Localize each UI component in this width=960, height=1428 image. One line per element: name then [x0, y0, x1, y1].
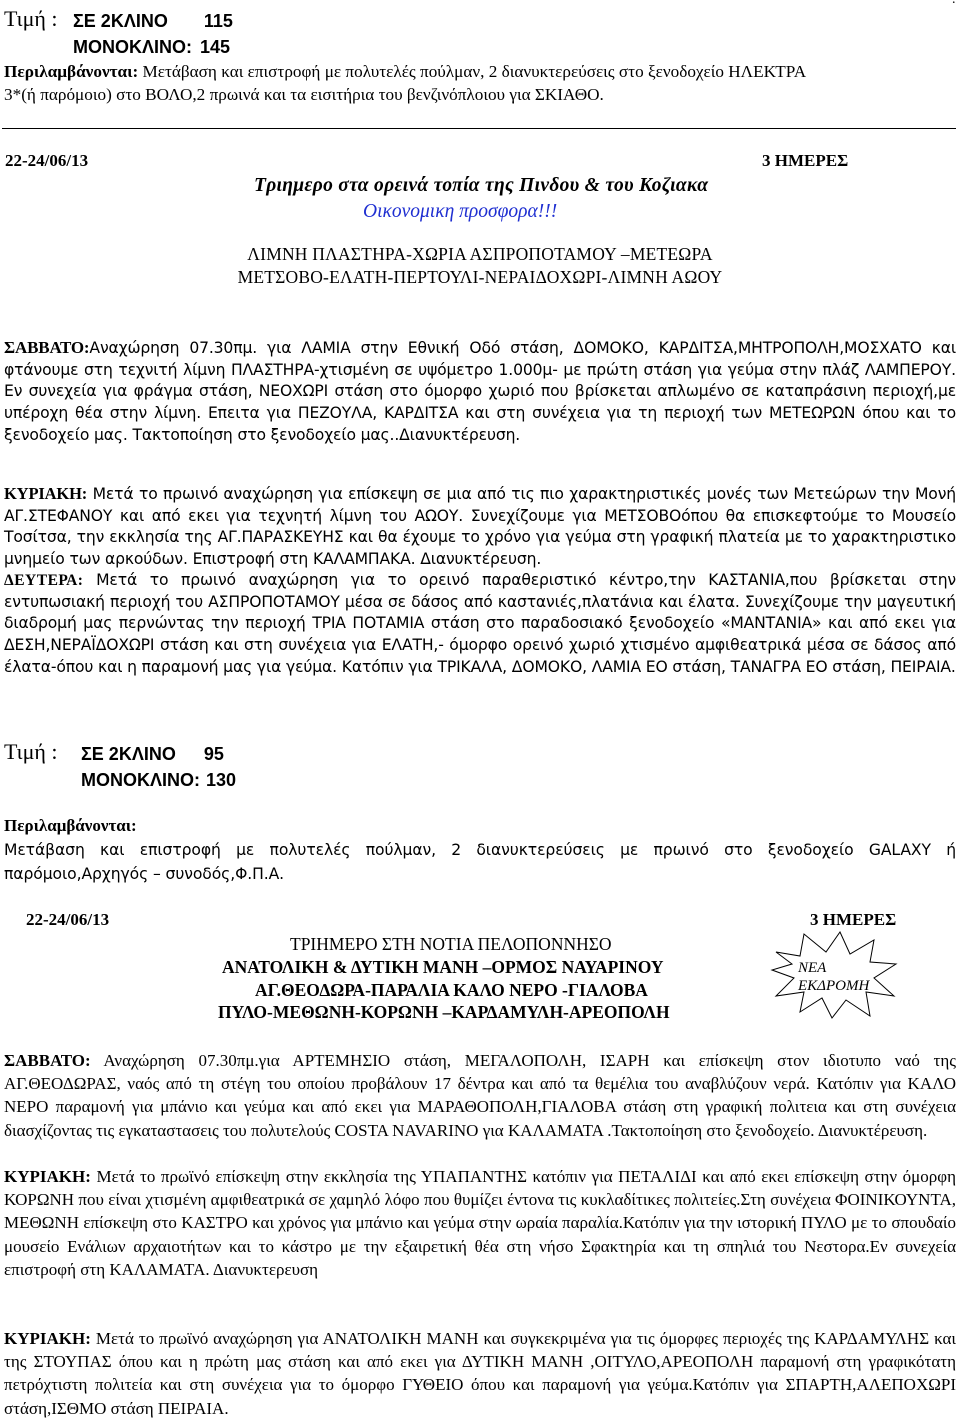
trip2-title-1: ΤΡΙΗΜΕΡΟ ΣΤΗ ΝΟΤΙΑ ΠΕΛΟΠΟΝΝΗΣΟ — [290, 934, 612, 954]
day-label-saturday: ΣΑΒΒΑΤΟ: — [4, 338, 90, 357]
sunday-text: Μετά το πρωϊνό επίσκεψη στην εκκλησία της ΥΠΑΠΑΝΤΗΣ κατόπιν για ΠΕΤΑΛΙΔΙ και από εκει επίσκεψη στην όμορφη ΚΟΡΩΝΗ που είναι χτισμένη αμφιθεατρικά σε χαμηλό λόφο που θυμίζει έντονα τις κυκλαδίτικες πολιτείες.Στη συνέχεια ΦΟΙΝΙΚΟΥΝΤΑ, ΜΕΘΩΝΗ επίσκεψη στο ΚΑΣΤΡΟ και χρόνος για μπάνιο και γεύμα στην ωραία παραλία.Κατόπιν για την ιστορική ΠΥΛΟ με το σπουδαίο μουσείο Ενάλιων αρχαιοτήτων και το κάστρο με την εξαιρετική θέα στη νήσο Σφακτηρία και τη σπηλιά του Νεστορα.Εν συνεχεία επιστροφή στη ΚΑΛΑΜΑΤΑ. Διανυκτερευση — [4, 1167, 956, 1279]
section-divider — [2, 128, 956, 129]
day-label-sunday: ΚΥΡΙΑΚΗ: — [4, 484, 88, 503]
trip2-monday — [4, 1327, 956, 1420]
burst-text-2: ΕΚΔΡΟΜΗ — [798, 978, 870, 994]
double-room-label: ΣΕ 2ΚΛΙΝΟ — [81, 744, 176, 764]
includes-line-2: 3*(ή παρόμοιο) στο ΒΟΛΟ,2 πρωινά και τα εισιτήρια του βενζινόπλοιου για ΣΚΙΑΘΟ. — [4, 85, 604, 104]
saturday-text: Αναχώρηση 07.30πμ.για ΑΡΤΕΜΗΣΙΟ στάση, ΜΕΓΑΛΟΠΟΛΗ, ΙΣΑΡΗ και επίσκεψη στον ιδιοτυπο ναό της ΑΓ.ΘΕΟΔΩΡΑΣ, ναός από τη στέγη του οποίου προβάλουν 17 δέντρα και από τα θεμέλια του αναβλύζουν νερά. Κατόπιν για ΚΑΛΟ ΝΕΡΟ παραμονή για μπάνιο και γεύμα και από εκει για ΜΑΡΑΘΟΠΟΛΗ,ΓΙΑΛΟΒΑ στάση στη γραφική πολιτεια και στη συνέχεια διασχίζοντας τις εγκαταστασεις του πολυτελούς COSTA NAVARINO για ΚΑΛΑΜΑΤΑ .Τακτοποίηση στο ξενοδοχείο. Διανυκτέρευση. — [4, 1051, 956, 1140]
trip2-title-2: ΑΝΑΤΟΛΙΚΗ & ΔΥΤΙΚΗ ΜΑΝΗ –ΟΡΜΟΣ ΝΑΥΑΡΙΝΟΥ — [222, 957, 664, 977]
monday-text: Μετά το πρωινό αναχώρηση για το ορεινό παραθεριστικό κέντρο,την ΚΑΣΤΑΝΙΑ,που βρίσκεται στην εντυπωσιακή περιοχή του ΑΣΠΡΟΠΟΤΑΜΟΥ μέσα σε δάσος από καστανιές,πλατάνια και έλατα. Συνεχίζουμε την μαγευτική διαδρομή μας περνώντας την περιοχή ΤΡΙΑ ΠΟΤΑΜΙΑ στάση στο παραδοσιακό ξενοδοχείο «ΜΑΝΤΑΝΙΑ» και από εκει για ΔΕΣΗ,ΝΕΡΑΪΔΟΧΩΡΙ στάση και στη συνέχεια για ΕΛΑΤΗ,- όμορφο ορεινό χωριό χτισμένο αμφιθεατρικά μέσα σε δάσος από έλατα-όπου και η παραμονή μας για γεύμα. Κατόπιν για ΤΡΙΚΑΛΑ, ΔΟΜΟΚΟ, ΛΑΜΙΑ ΕΟ στάση, ΤΑΝΑΓΡΑ ΕΟ στάση, ΠΕΙΡΑΙΑ. — [4, 571, 956, 676]
single-room-price: 145 — [200, 37, 231, 57]
saturday-text: Αναχώρηση 07.30πμ. για ΛΑΜΙΑ στην Εθνική Οδό στάση, ΔΟΜΟΚΟ, ΚΑΡΔΙΤΣΑ,ΜΗΤΡΟΠΟΛΗ,ΜΟΣΧΑΤΟ και φτάνουμε στη τεχνιτή λίμνη ΠΛΑΣΤΗΡΑ-χτισμένη σε υψόμετρο 1.000μ- με πρώτη στάση για γεύμα στην πλάζ ΛΑΜΠΕΡΟΥ. Εν συνεχεία για φράγμα στάση, ΝΕΟΧΩΡΙ στάση στο όμορφο χωριό που βρίσκεται απλωμένο σε καταπράσινη περιοχή,με υπέροχη θέα στην λίμνη. Επειτα για ΠΕΖΟΥΛΑ, ΚΑΡΔΙΤΣΑ και στη συνέχεια για τη περιοχή των ΜΕΤΕΩΡΩΝ όπου και το ξενοδοχείο μας. Τακτοποίηση στο ξενοδοχείο μας..Διανυκτέρευση. — [4, 339, 956, 444]
double-room-price: 95 — [203, 744, 224, 764]
trip2-dates: 22-24/06/13 — [26, 910, 110, 929]
sunday-text: Μετά το πρωινό αναχώρηση για επίσκεψη σε μια από τις πιο χαρακτηριστικές μονές των Μετεώρων την Μονή ΑΓ.ΣΤΕΦΑΝΟΥ και από εκει για τεχνητή λίμνη του ΑΩΟΥ. Συνεχίζουμε για ΜΕΤΣΟΒΟόπου θα επισκεφτούμε το Μουσείο Τοσίτσα, την εκκλησία της ΑΓ.ΠΑΡΑΣΚΕΥΗΣ και θα έχουμε το χρόνο για γεύμα στη γραφική πλατεία με το χαρακτηριστικο μνημείο των αρκούδων. Επιστροφή στη ΚΑΛΑΜΠΑΚΑ. Διανυκτέρευση. — [4, 485, 956, 569]
trip1-saturday — [4, 337, 956, 447]
corner-mark — [952, 0, 956, 8]
day-label-monday: ΚΥΡΙΑΚΗ: — [4, 1329, 91, 1348]
trip2-duration: 3 ΗΜΕΡΕΣ — [810, 910, 897, 929]
trip1-monday — [4, 570, 956, 679]
burst-shape — [772, 932, 896, 1018]
trip2-title-4: ΠΥΛΟ-ΜΕΘΩΝΗ-ΚΟΡΩΝΗ –ΚΑΡΔΑΜΥΛΗ-ΑΡΕΟΠΟΛΗ — [218, 1002, 670, 1022]
double-room-line — [73, 11, 233, 32]
trip1-sunday — [4, 483, 956, 571]
monday-text: Μετά το πρωϊνό αναχώρηση για ΑΝΑΤΟΛΙΚΗ ΜΑΝΗ και συγκεκριμένα για τις όμορφες περιοχές της ΚΑΡΔΑΜΥΛΗΣ και της ΣΤΟΥΠΑΣ όπου και η πρώτη μας στάση και από εκει για ΔΥΤΙΚΗ ΜΑΝΗ ,ΟΙΤΥΛΟ,ΑΡΕΟΠΟΛΗ παραμονή στη γραφικότατη πετρόχτιστη πολιτεία και στη συνέχεια για το όμορφο ΓΥΘΕΙΟ όπου και παραμονή για γεύμα.Κατόπιν για ΣΠΑΡΤΗ,ΑΛΕΠΟΧΩΡΙ στάση,ΙΣΘΜΟ στάση ΠΕΙΡΑΙΑ. — [4, 1329, 956, 1418]
trip1-double-room-line — [81, 744, 224, 765]
double-room-price: 115 — [203, 11, 233, 31]
trip1-route-1: ΛΙΜΝΗ ΠΛΑΣΤΗΡΑ-ΧΩΡΙΑ ΑΣΠΡΟΠΟΤΑΜΟΥ –ΜΕΤΕΩΡΑ — [247, 244, 713, 264]
trip1-title: Τριημερο στα ορεινά τοπία της Πινδου & του Κοζιακα — [254, 175, 709, 196]
trip2-saturday — [4, 1049, 956, 1142]
day-label-saturday: ΣΑΒΒΑΤΟ: — [4, 1051, 91, 1070]
single-room-line — [73, 37, 230, 58]
trip1-dates: 22-24/06/13 — [5, 151, 89, 170]
trip1-duration: 3 ΗΜΕΡΕΣ — [762, 151, 849, 170]
includes-text: Μετάβαση και επιστροφή με πολυτελές πούλμαν, 2 διανυκτερεύσεις στο ξενοδοχείο ΗΛΕΚΤΡΑ — [138, 62, 807, 81]
trip1-offer: Οικονομικη προσφορα!!! — [363, 201, 558, 222]
trip1-single-room-line — [81, 770, 236, 791]
trip2-sunday — [4, 1165, 956, 1281]
trip2-title-3: ΑΓ.ΘΕΟΔΩΡΑ-ΠΑΡΑΛΙΑ ΚΑΛΟ ΝΕΡΟ -ΓΙΑΛΟΒΑ — [255, 980, 648, 1000]
includes-label: Περιλαμβάνονται: — [4, 62, 139, 81]
day-label-sunday: ΚΥΡΙΑΚΗ: — [4, 1167, 91, 1186]
day-label-monday: ΔΕΥΤΕΡΑ: — [4, 572, 84, 589]
burst-text-1: ΝΕΑ — [798, 960, 827, 976]
price-label: Τιμή : — [4, 6, 58, 31]
price-label: Τιμή : — [4, 739, 58, 764]
single-room-price: 130 — [206, 770, 237, 790]
double-room-label: ΣΕ 2ΚΛΙΝΟ — [73, 11, 168, 31]
single-room-label: ΜΟΝΟΚΛΙΝΟ: — [81, 770, 200, 790]
new-tour-burst — [770, 930, 900, 1020]
trip1-price-label-row — [4, 739, 58, 765]
single-room-label: ΜΟΝΟΚΛΙΝΟ: — [73, 37, 192, 57]
top-price-block — [4, 6, 58, 32]
trip1-includes-text: Μετάβαση και επιστροφή με πολυτελές πούλμαν, 2 διανυκτερεύσεις με πρωινό στο ξενοδοχείο GALAXY ή παρόμοιο,Αρχηγός – συνοδός,Φ.Π.Α. — [4, 841, 956, 883]
trip1-route-2: ΜΕΤΣΟΒΟ-ΕΛΑΤΗ-ΠΕΡΤΟΥΛΙ-ΝΕΡΑΙΔΟΧΩΡΙ-ΛΙΜΝΗ ΑΩΟΥ — [237, 267, 723, 287]
trip1-includes-label: Περιλαμβάνονται: — [4, 816, 137, 835]
includes-line-1 — [4, 62, 806, 82]
